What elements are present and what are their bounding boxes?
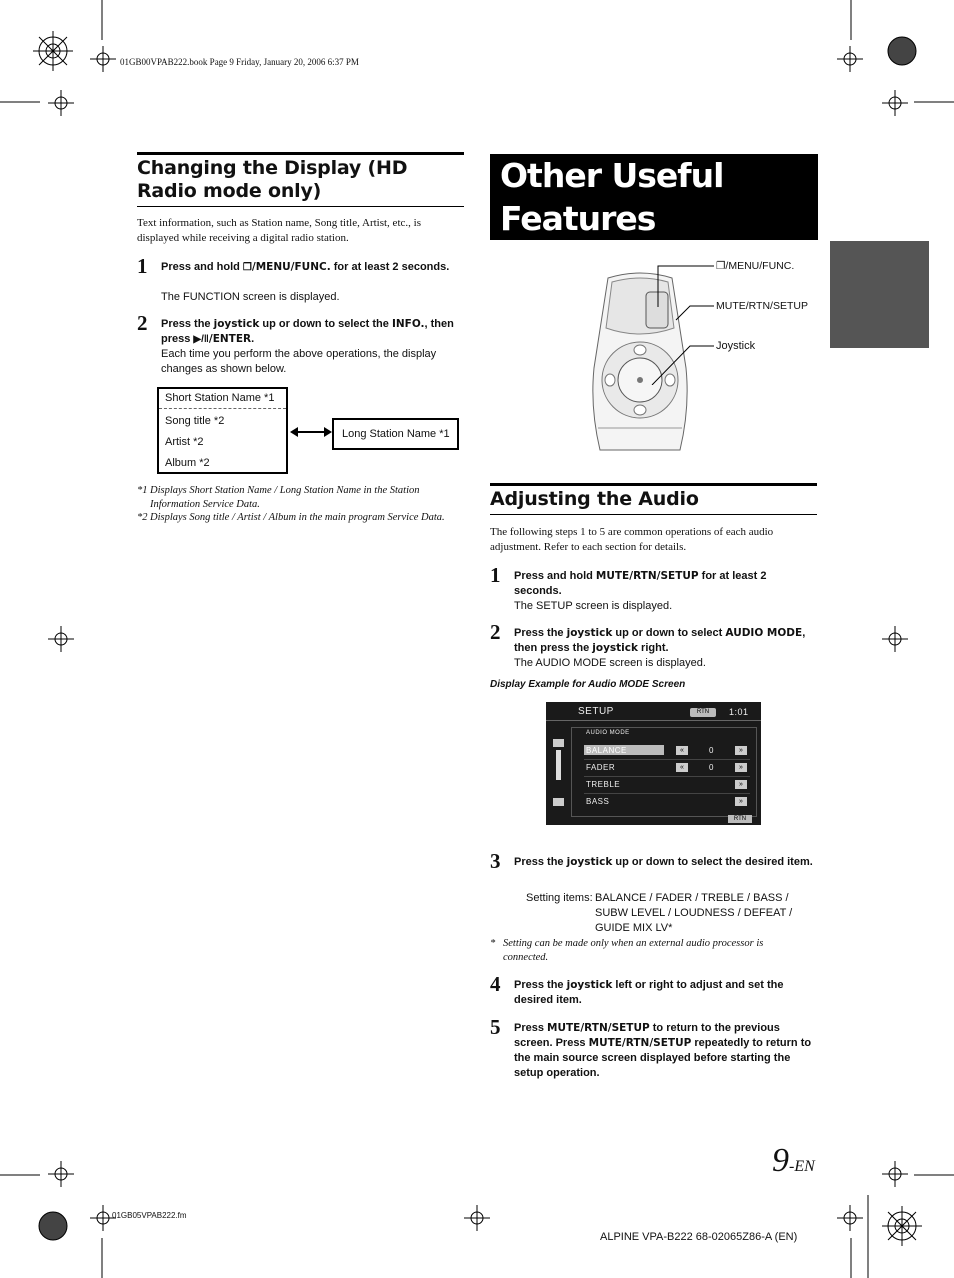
page-number: 9-EN <box>772 1142 815 1179</box>
flow-item: Short Station Name *1 <box>159 389 286 409</box>
setting-line: GUIDE MIX LV* <box>595 922 673 934</box>
right-arrow-icon[interactable]: » <box>735 780 747 789</box>
screen-row[interactable]: FADER <box>586 763 616 772</box>
menu-func-label: ❐/MENU/FUNC. <box>716 260 795 272</box>
flow-item: Song title *2 <box>165 415 225 427</box>
screen-title: SETUP <box>578 706 614 717</box>
scroll-down-icon[interactable] <box>553 798 564 806</box>
setting-label: Setting items: <box>526 892 593 904</box>
section-rule-top <box>490 483 817 486</box>
audio-mode-screen <box>546 702 761 825</box>
note-mark: * <box>490 938 496 949</box>
joystick-label: Joystick <box>716 340 756 352</box>
flow-item: Long Station Name *1 <box>342 428 450 440</box>
screen-heading: AUDIO MODE <box>586 730 630 736</box>
chapter-banner <box>490 154 818 240</box>
audio-step-4-text: Press the joystick left or right to adjust and set the desired item. <box>514 979 784 1006</box>
step-number: 1 <box>490 563 501 587</box>
screen-clock: 1:01 <box>729 707 749 717</box>
screen-row[interactable]: TREBLE <box>586 780 621 789</box>
chapter-title: Other Useful Features <box>500 156 724 238</box>
section-rule-bottom <box>137 206 464 207</box>
footnote-mark: *2 <box>137 512 148 523</box>
menu-icon: ❐ <box>242 262 252 273</box>
step-1-text: Press and hold ❐/MENU/FUNC. for at least 2 seconds. <box>161 261 450 273</box>
left-arrow-icon[interactable]: « <box>676 763 688 772</box>
right-arrow-icon[interactable]: » <box>735 746 747 755</box>
setting-line: SUBW LEVEL / LOUDNESS / DEFEAT / <box>595 907 793 919</box>
left-arrow-icon[interactable]: « <box>676 746 688 755</box>
step-1-sub: The FUNCTION screen is displayed. <box>161 291 340 303</box>
audio-step-1-sub: The SETUP screen is displayed. <box>514 600 673 612</box>
flow-item: Artist *2 <box>165 436 204 448</box>
footer-file: 01GB05VPAB222.fm <box>112 1211 187 1220</box>
scrollbar-thumb[interactable] <box>556 750 561 780</box>
section-title-audio: Adjusting the Audio <box>490 488 699 510</box>
screen-value: 0 <box>709 763 714 772</box>
section-rule-top <box>137 152 464 155</box>
audio-step-5-text: Press MUTE/RTN/SETUP to return to the previous screen. Press MUTE/RTN/SETUP repeatedly to return to the main source screen displayed before starting the setup operation. <box>514 1022 812 1079</box>
screen-row[interactable]: BASS <box>586 797 610 806</box>
screen-value: 0 <box>709 746 714 755</box>
screen-bottom-rtn[interactable]: RTN <box>728 815 752 823</box>
audio-step-3-text: Press the joystick up or down to select the desired item. <box>514 856 813 868</box>
intro-text: Text information, such as Station name, Song title, Artist, etc., is displayed while receiving a digital radio station. <box>137 217 421 244</box>
flow-right-box <box>332 418 459 450</box>
section-title-display: Changing the Display (HD Radio mode only) <box>137 157 408 202</box>
footer-model: ALPINE VPA-B222 68-02065Z86-A (EN) <box>600 1231 798 1243</box>
file-header: 01GB00VPAB222.book Page 9 Friday, January 20, 2006 6:37 PM <box>120 57 359 67</box>
step-number: 4 <box>490 972 501 996</box>
screen-rtn-badge: RTN <box>690 708 716 717</box>
step-number: 5 <box>490 1015 501 1039</box>
side-tab <box>830 241 929 348</box>
step-number: 1 <box>137 254 148 278</box>
step-2-text: Press the joystick up or down to select the INFO., then press ▶/‖/ENTER. <box>161 318 454 345</box>
audio-step-2-sub: The AUDIO MODE screen is displayed. <box>514 657 706 669</box>
footnote-text: Displays Song title / Artist / Album in the main program Service Data. <box>150 512 445 523</box>
menu-icon: ❐ <box>716 260 726 272</box>
display-caption: Display Example for Audio MODE Screen <box>490 679 686 690</box>
setting-line: BALANCE / FADER / TREBLE / BASS / <box>595 892 789 904</box>
section-rule-bottom <box>490 514 817 515</box>
audio-step-1-text: Press and hold MUTE/RTN/SETUP for at least 2 seconds. <box>514 570 767 597</box>
play-pause-icon: ▶/‖ <box>193 334 209 345</box>
flow-item: Album *2 <box>165 457 210 469</box>
step-2-sub: Each time you perform the above operations, the display changes as shown below. <box>161 348 437 375</box>
scroll-up-icon[interactable] <box>553 739 564 747</box>
footnote-mark: *1 <box>137 485 148 496</box>
step-number: 2 <box>137 311 148 335</box>
right-arrow-icon[interactable]: » <box>735 797 747 806</box>
leader-lines <box>600 255 720 385</box>
double-arrow-icon <box>290 424 332 440</box>
flow-left-box <box>157 387 288 474</box>
mute-rtn-label: MUTE/RTN/SETUP <box>716 300 808 312</box>
audio-intro: The following steps 1 to 5 are common operations of each audio adjustment. Refer to each section for details. <box>490 526 774 553</box>
note-text: Setting can be made only when an external audio processor is connected. <box>503 938 764 963</box>
screen-row[interactable]: BALANCE <box>586 746 627 755</box>
step-number: 3 <box>490 849 501 873</box>
right-arrow-icon[interactable]: » <box>735 763 747 772</box>
step-number: 2 <box>490 620 501 644</box>
footnote-text: Displays Short Station Name / Long Station Name in the Station Information Service Data. <box>150 485 420 510</box>
audio-step-2-text: Press the joystick up or down to select AUDIO MODE, then press the joystick right. <box>514 627 806 654</box>
